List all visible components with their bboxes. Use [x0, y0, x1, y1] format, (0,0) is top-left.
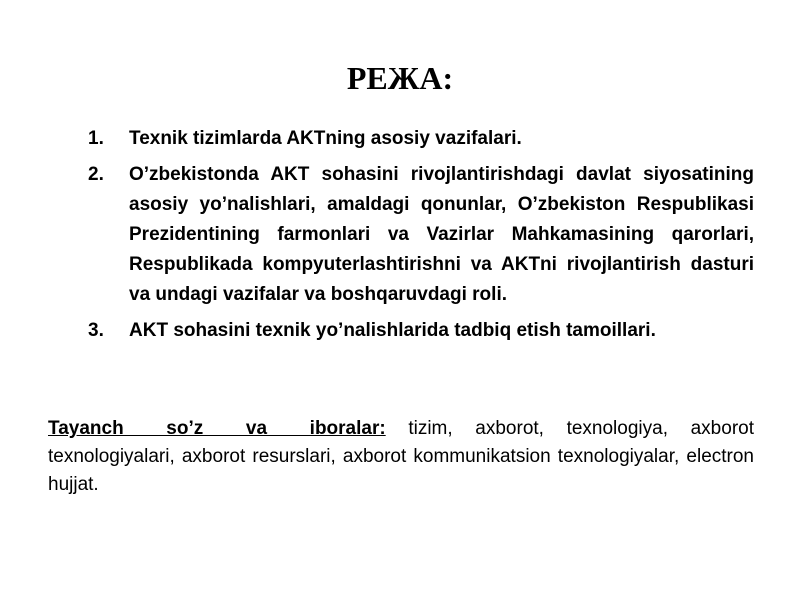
plan-item-2	[88, 160, 754, 310]
plan-item-text: Texnik tizimlarda AKTning asosiy vazifalari.	[129, 128, 522, 149]
plan-item-number: 3.	[88, 320, 104, 341]
plan-item-number: 2.	[88, 164, 104, 185]
keywords-text: tizim, axborot, texnologiya, axborot texnologiyalari, axborot resurslari, axborot kommunikatsion texnologiyalar, electron hujjat.	[48, 418, 754, 495]
plan-item-3	[88, 316, 754, 346]
plan-item-1	[88, 124, 754, 154]
plan-list	[88, 124, 754, 352]
keywords-paragraph	[48, 415, 754, 499]
plan-item-text: AKT sohasini texnik yo’nalishlarida tadbiq etish tamoillari.	[129, 320, 656, 341]
slide-title: РЕЖА:	[346, 60, 454, 96]
plan-item-number: 1.	[88, 128, 104, 149]
plan-item-text: O’zbekistonda AKT sohasini rivojlantirishdagi davlat siyosatining asosiy yo’nalishlari, amaldagi qonunlar, O’zbekiston Respublikasi Prezidentining farmonlari va Vazirlar Mahkamasining qarorlari, Respublikada kompyuterlashtirishni va AKTni rivojlantirish dasturi va undagi vazifalar va boshqaruvdagi roli.	[129, 164, 754, 305]
keywords-label: Tayanch so’z va iboralar:	[48, 418, 386, 439]
